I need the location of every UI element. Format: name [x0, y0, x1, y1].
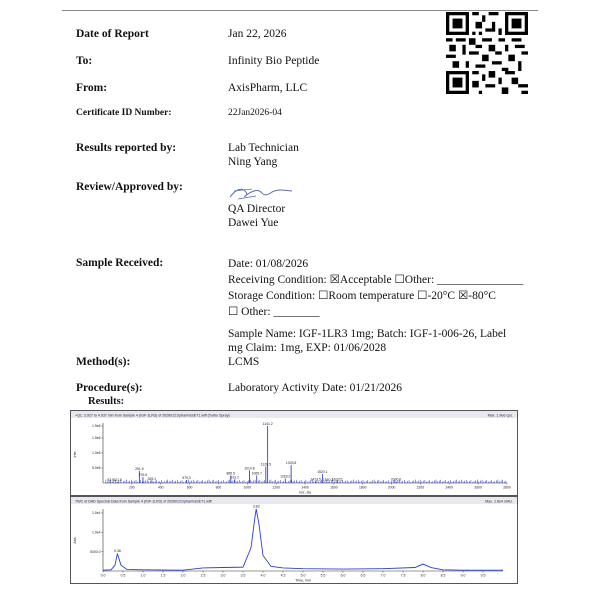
qr-code-icon: [446, 12, 528, 94]
chromatogram-line: [103, 509, 503, 570]
date-value: Jan 22, 2026: [228, 28, 287, 40]
reported-by-block: [228, 141, 299, 169]
x-tick-label: 200: [129, 485, 135, 490]
cert-value: 22Jan2026-04: [228, 108, 282, 118]
y-tick-label: 5.0e5: [92, 466, 101, 471]
peak-label: 579.3: [182, 476, 191, 480]
x-tick-label: 4.5: [280, 573, 286, 578]
x-tick-label: 5.0: [300, 573, 306, 578]
y-tick-label: 1.0e4: [92, 530, 101, 535]
x-tick-label: 2600: [474, 485, 482, 490]
peak-label: 1520.1: [317, 470, 328, 474]
from-value: AxisPharm, LLC: [228, 82, 308, 94]
peak-label: 276.6: [138, 473, 148, 477]
x-tick-label: 400: [157, 485, 164, 490]
peak-label: 2030.6: [390, 477, 402, 482]
reported-by-title: Lab Technician: [228, 142, 299, 154]
review-name: Dawei Yue: [228, 217, 279, 229]
to-value: Infinity Bio Peptide: [228, 55, 320, 67]
procedure-label: Procedure(s):: [76, 382, 143, 394]
x-tick-label: 1600: [330, 485, 338, 490]
x-tick-label: 9.5: [480, 573, 486, 578]
x-tick-label: 0.0: [100, 573, 106, 578]
x-tick-label: 8.0: [420, 573, 426, 578]
x-tick-label: 6.5: [360, 573, 366, 578]
x-tick-label: 3.5: [240, 573, 246, 578]
x-tick-label: 3.0: [220, 573, 226, 578]
x-tick-label: 6.0: [340, 573, 346, 578]
to-label: To:: [76, 55, 93, 67]
x-axis-label: Time, min: [295, 578, 311, 583]
peak-label: 885.5: [226, 471, 236, 476]
x-tick-label: 2.5: [200, 573, 206, 578]
y-tick-label: 1.0e6: [92, 451, 101, 456]
sample-name-line1: Sample Name: IGF-1LR3 1mg; Batch: IGF-1-006-26, Label: [228, 328, 507, 340]
x-tick-label: 2800: [503, 485, 511, 490]
sample-date: Date: 01/08/2026: [228, 258, 309, 270]
peak-label: 339.1: [147, 477, 157, 482]
from-label: From:: [76, 82, 108, 94]
peak-label: 3.83: [252, 504, 260, 509]
y-tick-label: 1.5e6: [92, 436, 101, 441]
review-title: QA Director: [228, 203, 286, 215]
peak-label: 101.8: [113, 478, 122, 483]
x-tick-label: 1400: [301, 485, 309, 490]
peak-label: 1560.1: [322, 477, 334, 482]
mass-spectrum-svg: [71, 411, 517, 495]
chart-title: +Q1: 3.927 to 4.037 min from Sample 4 (IGF-1LR3) of 20260121\pharmaSET1.wiff (Turbo Spray): [75, 413, 230, 418]
x-tick-label: 600: [186, 485, 193, 490]
peak-label: 913.2: [230, 475, 240, 480]
signature-image: [226, 183, 296, 203]
chart-max-label: Max. 1.9e6 cps.: [487, 413, 513, 418]
storage-condition: Storage Condition: ☐Room temperature ☐-20°C ☒-80°C: [228, 290, 496, 302]
x-axis-label: m/z, Da: [298, 490, 312, 495]
review-block: [228, 202, 285, 230]
y-tick-label: 1.9e6: [92, 424, 101, 429]
review-label: Review/Approved by:: [76, 181, 183, 193]
chart-max-label: Max. 1.6e4 mAU.: [485, 499, 513, 504]
x-tick-label: 9.0: [460, 573, 466, 578]
method-value: LCMS: [228, 356, 260, 368]
reported-by-label: Results reported by:: [76, 142, 177, 154]
peak-label: 251.9: [135, 467, 144, 471]
peak-label: 1128.5: [260, 462, 271, 467]
sample-name-line2: mg Claim: 1mg, EXP: 01/06/2028: [228, 342, 387, 354]
x-tick-label: 800: [215, 485, 222, 490]
x-tick-label: 5.5: [320, 573, 326, 578]
peak-label: 1065.7: [251, 471, 262, 476]
peak-label: 0.36: [113, 549, 121, 554]
receiving-condition: Receiving Condition: ☒Acceptable ☐Other: _______________: [228, 274, 524, 286]
sample-label: Sample Received:: [76, 257, 164, 269]
y-axis-label: Abs.: [73, 536, 77, 544]
peak-label: 1303.8: [285, 461, 297, 465]
chart-title: TWC of DAD Spectral Data from Sample 4 (IGF-1LR3) of 20260121\pharmaSET1.wiff: [75, 499, 212, 504]
x-tick-label: 7.0: [380, 573, 386, 578]
x-tick-label: 1200: [272, 485, 280, 490]
x-tick-label: 1.5: [160, 573, 166, 578]
sample-block: [228, 256, 523, 320]
peak-label: 1623.5: [332, 477, 343, 482]
method-label: Method(s):: [76, 356, 131, 368]
peak-label: 1014.8: [244, 466, 255, 471]
dad-chromatogram-chart: [70, 496, 518, 584]
x-tick-label: 2400: [445, 485, 454, 490]
peak-label: 53.5: [107, 477, 115, 482]
cert-label: Certificate ID Number:: [76, 108, 172, 118]
x-tick-label: 2.0: [180, 573, 186, 578]
dad-chromatogram-svg: [71, 497, 517, 583]
procedure-value: Laboratory Activity Date: 01/21/2026: [228, 382, 403, 394]
top-rule: [62, 10, 538, 11]
y-axis-label: Inte...: [73, 448, 77, 458]
x-tick-label: 2000: [387, 485, 396, 490]
reported-by-name: Ning Yang: [228, 156, 278, 168]
peak-label: 1141.2: [262, 422, 273, 426]
x-tick-label: 0.5: [120, 573, 126, 578]
x-tick-label: 4.0: [260, 573, 266, 578]
y-tick-label: 5000.0: [90, 549, 101, 554]
results-label: Results:: [88, 396, 125, 407]
x-tick-label: 1.0: [140, 573, 146, 578]
date-label: Date of Report: [76, 28, 149, 40]
storage-other: ☐ Other: ________: [228, 306, 320, 318]
y-tick-label: 1.5e4: [92, 511, 101, 516]
peak-label: 1263.2: [280, 474, 291, 479]
mass-spectrum-chart: [70, 410, 518, 496]
x-tick-label: 1800: [358, 485, 367, 490]
x-tick-label: 2200: [416, 485, 425, 490]
peak-label: 1473.5: [310, 477, 321, 482]
x-tick-label: 8.5: [440, 573, 446, 578]
x-tick-label: 7.5: [400, 573, 406, 578]
sample-name-block: [228, 327, 506, 355]
x-tick-label: 1000: [243, 485, 252, 490]
